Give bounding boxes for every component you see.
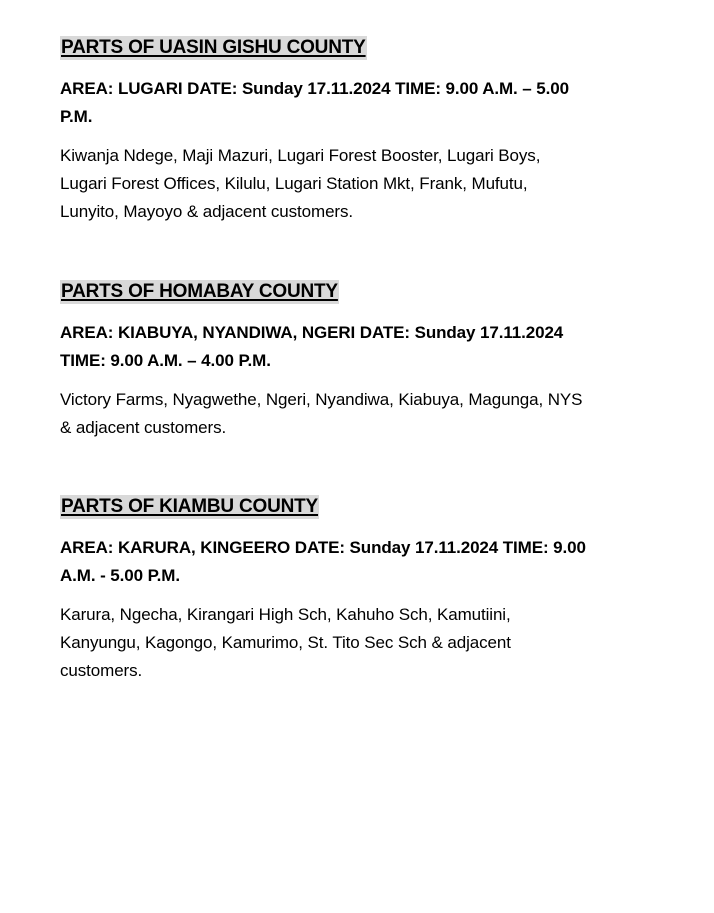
area-line: AREA: KIABUYA, NYANDIWA, NGERI DATE: Sunday 17.11.2024 bbox=[60, 323, 564, 342]
body-line: customers. bbox=[60, 661, 143, 680]
area-line: A.M. - 5.00 P.M. bbox=[60, 566, 180, 585]
body-line: Victory Farms, Nyagwethe, Ngeri, Nyandiwa, Kiabuya, Magunga, NYS bbox=[60, 390, 583, 409]
area-line: P.M. bbox=[60, 107, 93, 126]
section-heading: PARTS OF KIAMBU COUNTY bbox=[61, 496, 319, 517]
body-line: Lugari Forest Offices, Kilulu, Lugari Station Mkt, Frank, Mufutu, bbox=[60, 174, 528, 193]
area-line: AREA: KARURA, KINGEERO DATE: Sunday 17.11.2024 TIME: 9.00 bbox=[60, 538, 586, 557]
area-line: TIME: 9.00 A.M. – 4.00 P.M. bbox=[60, 351, 271, 370]
section-uasin-gishu bbox=[60, 36, 660, 226]
section-heading: PARTS OF HOMABAY COUNTY bbox=[61, 281, 338, 302]
section-heading: PARTS OF UASIN GISHU COUNTY bbox=[61, 37, 366, 58]
body-line: Kanyungu, Kagongo, Kamurimo, St. Tito Sec Sch & adjacent bbox=[60, 633, 511, 652]
body-line: Kiwanja Ndege, Maji Mazuri, Lugari Forest Booster, Lugari Boys, bbox=[60, 146, 541, 165]
section-homabay bbox=[60, 280, 660, 442]
area-line: AREA: LUGARI DATE: Sunday 17.11.2024 TIME: 9.00 A.M. – 5.00 bbox=[60, 79, 569, 98]
body-line: & adjacent customers. bbox=[60, 418, 227, 437]
body-line: Karura, Ngecha, Kirangari High Sch, Kahuho Sch, Kamutiini, bbox=[60, 605, 511, 624]
body-line: Lunyito, Mayoyo & adjacent customers. bbox=[60, 202, 354, 221]
section-kiambu bbox=[60, 495, 660, 685]
